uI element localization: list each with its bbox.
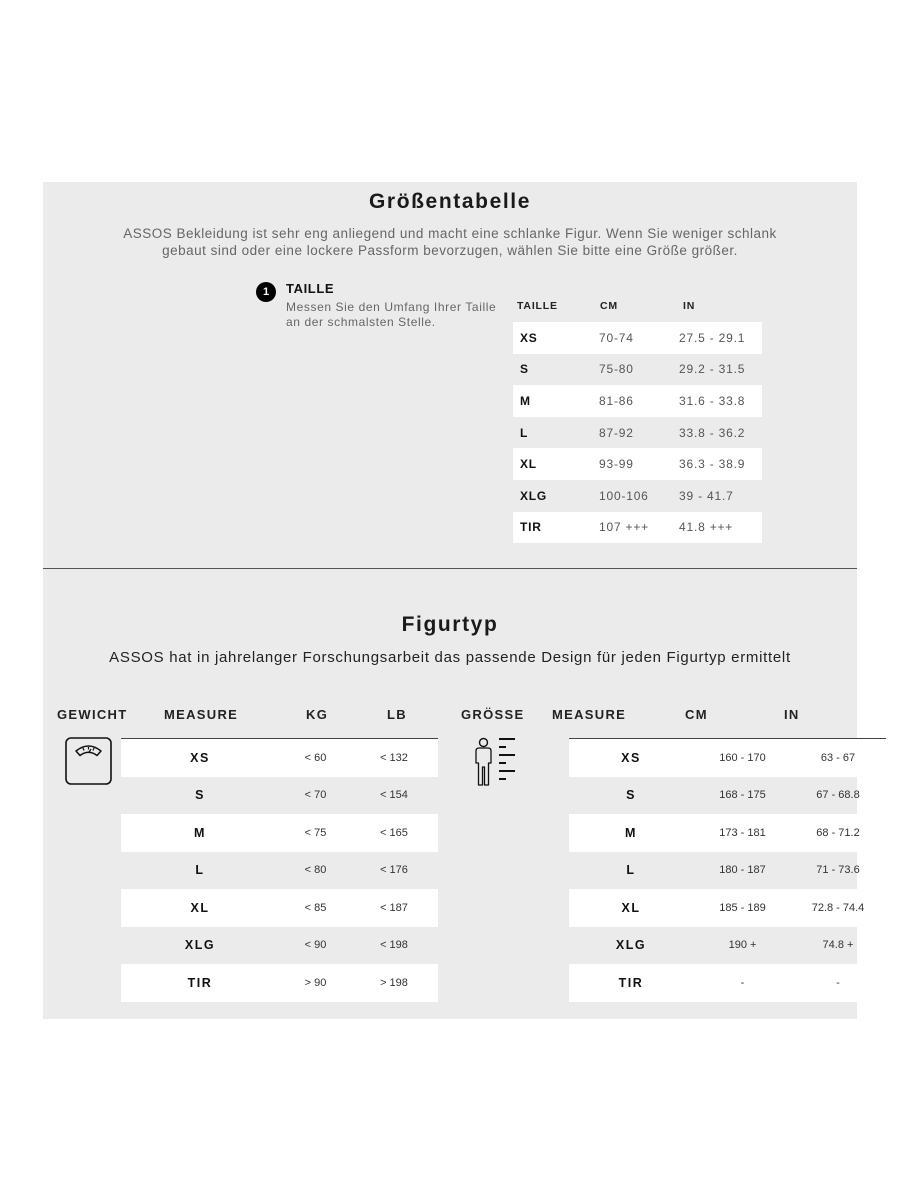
- table-row: [121, 889, 438, 927]
- size-cell: TIR: [520, 520, 542, 535]
- column-header-kg: KG: [306, 707, 329, 722]
- kg-cell: > 90: [304, 976, 327, 989]
- cm-cell: 160 - 170: [719, 751, 766, 764]
- kg-cell: < 85: [304, 901, 327, 914]
- in-cell: 31.6 - 33.8: [679, 393, 746, 408]
- size-cell: L: [520, 425, 529, 440]
- in-cell: 74.8 +: [822, 939, 854, 952]
- height-table: [569, 738, 886, 1002]
- table-row: [513, 417, 762, 449]
- size-cell: XLG: [615, 938, 647, 953]
- table-row: [569, 814, 886, 852]
- size-cell: XS: [520, 330, 538, 345]
- column-header-measure: MEASURE: [164, 707, 239, 722]
- size-cell: XLG: [520, 488, 548, 503]
- cm-cell: 93-99: [599, 457, 634, 472]
- step-description-line: Messen Sie den Umfang Ihrer Taille: [286, 300, 497, 314]
- description-line: gebaut sind oder eine lockere Passform bevorzugen, wählen Sie bitte eine Größe größer.: [162, 243, 738, 258]
- size-cell: M: [520, 393, 531, 408]
- cm-cell: 180 - 187: [719, 864, 766, 877]
- in-cell: 72.8 - 74.4: [811, 901, 865, 914]
- column-header-taille: TAILLE: [517, 299, 558, 312]
- size-cell: M: [194, 825, 206, 840]
- cm-cell: 81-86: [599, 393, 634, 408]
- column-header-measure: MEASURE: [552, 707, 627, 722]
- cm-cell: 190 +: [728, 939, 757, 952]
- table-row: [569, 739, 886, 777]
- size-chart-section: [43, 182, 857, 568]
- in-cell: 63 - 67: [820, 751, 856, 764]
- column-header-cm: CM: [685, 707, 708, 722]
- size-cell: S: [195, 788, 205, 803]
- kg-cell: < 90: [304, 939, 327, 952]
- table-row: [569, 889, 886, 927]
- cm-cell: 168 - 175: [719, 789, 766, 802]
- table-row: [569, 964, 886, 1002]
- kg-cell: < 60: [304, 751, 327, 764]
- kg-cell: < 75: [304, 826, 327, 839]
- in-cell: 41.8 +++: [679, 520, 734, 535]
- person-height-icon: [473, 737, 519, 792]
- in-cell: -: [836, 976, 840, 989]
- size-cell: XS: [190, 750, 210, 765]
- scale-icon: [65, 737, 113, 791]
- lb-cell: < 176: [380, 864, 408, 877]
- size-chart-description: [43, 225, 857, 259]
- cm-cell: 75-80: [599, 362, 634, 377]
- lb-cell: < 198: [380, 939, 408, 952]
- size-cell: TIR: [187, 975, 213, 990]
- lb-cell: < 154: [380, 789, 408, 802]
- column-header-in: IN: [683, 299, 696, 312]
- in-cell: 36.3 - 38.9: [679, 457, 746, 472]
- table-row: [513, 480, 762, 512]
- table-row: [513, 322, 762, 354]
- height-label: GRÖSSE: [461, 707, 525, 722]
- weight-label: GEWICHT: [57, 707, 128, 722]
- size-cell: M: [625, 825, 637, 840]
- size-cell: XL: [190, 900, 210, 915]
- in-cell: 33.8 - 36.2: [679, 425, 746, 440]
- step-description: [286, 300, 501, 330]
- size-chart-title: Größentabelle: [369, 190, 531, 213]
- cm-cell: -: [740, 976, 745, 989]
- step-number-badge: 1: [256, 282, 276, 302]
- table-row: [121, 739, 438, 777]
- size-cell: XL: [621, 900, 641, 915]
- table-row: [569, 852, 886, 890]
- in-cell: 67 - 68.8: [816, 789, 860, 802]
- in-cell: 68 - 71.2: [816, 826, 860, 839]
- step-title: TAILLE: [286, 281, 335, 296]
- table-header: [513, 289, 762, 322]
- kg-cell: < 80: [304, 864, 327, 877]
- table-row: [513, 512, 762, 544]
- description-line: ASSOS Bekleidung ist sehr eng anliegend und macht eine schlanke Figur. Wenn Sie weniger schlank: [123, 226, 777, 241]
- body-type-title: Figurtyp: [401, 613, 499, 636]
- column-header-in: IN: [784, 707, 800, 722]
- lb-cell: > 198: [380, 976, 408, 989]
- body-type-section: [43, 569, 865, 1019]
- weight-table: [121, 738, 438, 1002]
- table-row: [121, 964, 438, 1002]
- table-row: [513, 385, 762, 417]
- size-cell: L: [626, 863, 636, 878]
- kg-cell: < 70: [304, 789, 327, 802]
- size-cell: S: [626, 788, 636, 803]
- lb-cell: < 165: [380, 826, 408, 839]
- table-row: [569, 927, 886, 965]
- cm-cell: 185 - 189: [719, 901, 766, 914]
- step-description-line: an der schmalsten Stelle.: [286, 315, 436, 329]
- cm-cell: 87-92: [599, 425, 634, 440]
- lb-cell: < 132: [380, 751, 408, 764]
- table-row: [513, 354, 762, 386]
- in-cell: 29.2 - 31.5: [679, 362, 746, 377]
- size-cell: S: [520, 362, 529, 377]
- waist-size-table: [513, 289, 762, 543]
- table-row: [121, 927, 438, 965]
- table-row: [569, 777, 886, 815]
- cm-cell: 173 - 181: [719, 826, 766, 839]
- cm-cell: 107 +++: [599, 520, 649, 535]
- cm-cell: 100-106: [599, 488, 649, 503]
- table-row: [121, 814, 438, 852]
- size-cell: XLG: [184, 938, 216, 953]
- table-row: [121, 777, 438, 815]
- lb-cell: < 187: [380, 901, 408, 914]
- size-cell: XS: [621, 750, 641, 765]
- in-cell: 71 - 73.6: [816, 864, 860, 877]
- body-type-description: ASSOS hat in jahrelanger Forschungsarbeit das passende Design für jeden Figurtyp ermittelt: [109, 649, 791, 666]
- in-cell: 27.5 - 29.1: [679, 330, 746, 345]
- column-header-lb: LB: [387, 707, 407, 722]
- cm-cell: 70-74: [599, 330, 634, 345]
- size-cell: XL: [520, 457, 537, 472]
- in-cell: 39 - 41.7: [679, 488, 734, 503]
- table-row: [121, 852, 438, 890]
- table-row: [513, 448, 762, 480]
- size-cell: TIR: [618, 975, 644, 990]
- size-cell: L: [195, 863, 205, 878]
- column-header-cm: CM: [600, 299, 618, 312]
